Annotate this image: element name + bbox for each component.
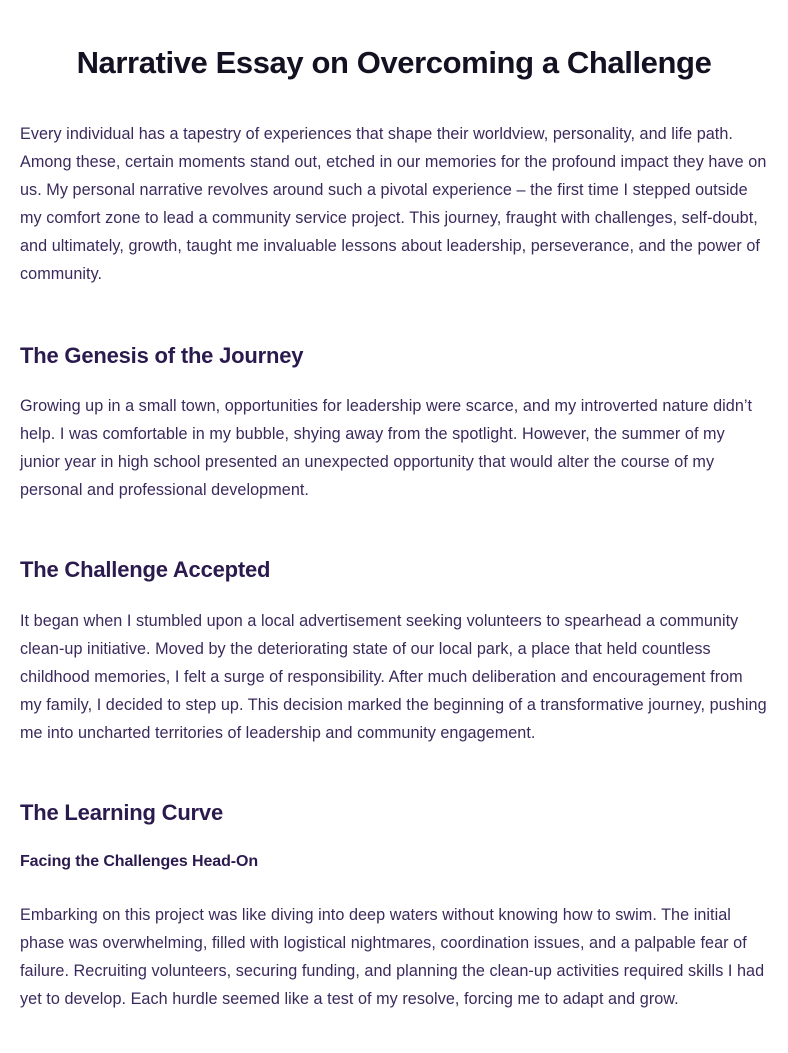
subsection-paragraph-facing-the-challenges: Embarking on this project was like diving into deep waters without knowing how to swim. The initial phase was overwhelming, filled with logistical nightmares, coordination issues, and a palpable fear of failure. Recruiting volunteers, securing funding, and planning the clean-up activities required skills I had yet to develop. Each hurdle seemed like a test of my resolve, forcing me to adapt and grow. <box>20 906 765 1009</box>
section-heading-learning-curve: The Learning Curve <box>20 799 223 825</box>
section-heading-challenge-accepted: The Challenge Accepted <box>20 557 271 583</box>
section-paragraph-genesis: Growing up in a small town, opportunities for leadership were scarce, and my introverted nature didn’t help. I was comfortable in my bubble, shying away from the spotlight. However, the summer of my junior year in high school presented an unexpected opportunity that would alter the course of my personal and professional development. <box>20 397 753 500</box>
section-the-learning-curve <box>20 799 768 1013</box>
intro-paragraph: Every individual has a tapestry of experiences that shape their worldview, personality, and life path. Among these, certain moments stand out, etched in our memories for the profound impact they have on us. My personal narrative revolves around such a pivotal experience – the first time I stepped outside my comfort zone to lead a community service project. This journey, fraught with challenges, self-doubt, and ultimately, growth, taught me invaluable lessons about leadership, perseverance, and the power of community. <box>20 124 767 283</box>
section-paragraph-challenge-accepted: It began when I stumbled upon a local advertisement seeking volunteers to spearhead a community clean-up initiative. Moved by the deteriorating state of our local park, a place that held countless childhood memories, I felt a surge of responsibility. After much deliberation and encouragement from my family, I decided to step up. This decision marked the beginning of a transformative journey, pushing me into uncharted territories of leadership and community engagement. <box>20 611 767 742</box>
section-heading-genesis: The Genesis of the Journey <box>20 342 304 368</box>
subsection-heading-facing-the-challenges: Facing the Challenges Head-On <box>20 852 259 870</box>
page-title: Narrative Essay on Overcoming a Challenge <box>76 45 712 80</box>
section-genesis-of-the-journey <box>20 342 768 505</box>
section-the-challenge-accepted <box>20 556 768 747</box>
